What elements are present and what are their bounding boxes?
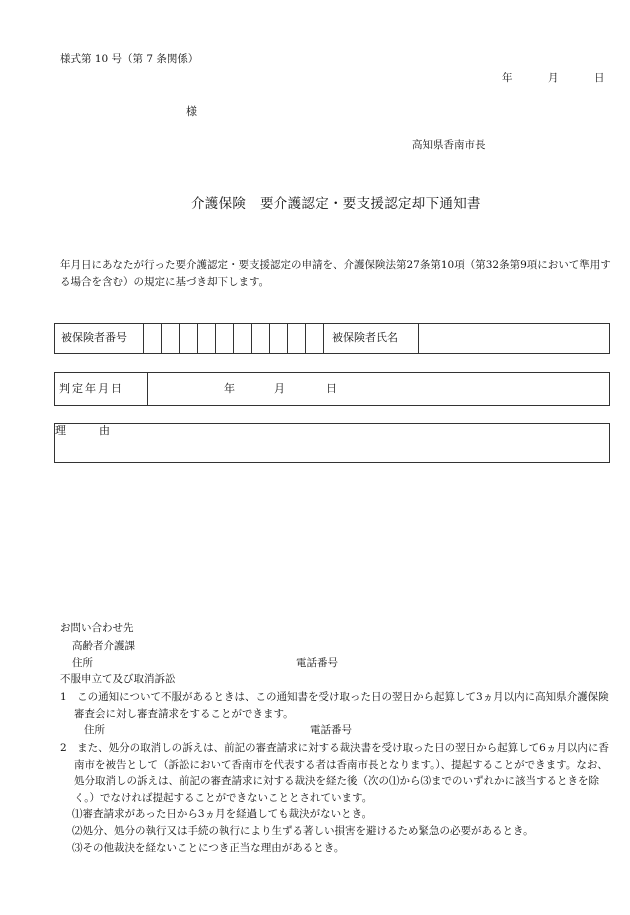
appeal-sub-item-2: ⑵処分、処分の執行又は手続の執行により生ずる著しい損害を避けるため緊急の必要があるとき。 [72, 825, 534, 837]
decision-date-month: 月 [274, 382, 285, 395]
contact-address-label: 住所 [72, 657, 93, 669]
insured-number-digit [306, 324, 324, 354]
form-number: 様式第 10 号（第 7 条関係） [60, 53, 199, 65]
issuer: 高知県香南市長 [412, 139, 486, 151]
reason-table [54, 423, 610, 463]
decision-date-year: 年 [224, 382, 235, 395]
insured-number-digit [144, 324, 162, 354]
review-board-address-label: 住所 [84, 724, 105, 736]
insured-number-digit [198, 324, 216, 354]
insured-number-digit [234, 324, 252, 354]
decision-date-day: 日 [326, 382, 337, 395]
insured-number-digit [216, 324, 234, 354]
issue-date-year: 年 [502, 72, 513, 84]
insured-number-label: 被保険者番号 [55, 324, 144, 354]
decision-date-value [148, 373, 610, 406]
document-title: 介護保険 要介護認定・要支援認定却下通知書 [191, 196, 481, 212]
contact-phone-label: 電話番号 [296, 657, 338, 669]
insured-name-label: 被保険者氏名 [324, 324, 419, 354]
recipient-suffix: 様 [186, 105, 197, 118]
decision-date-table [54, 372, 610, 406]
appeal-sub-item-3: ⑶その他裁決を経ないことにつき正当な理由があるとき。 [72, 842, 345, 854]
body-month: 月 [70, 259, 81, 271]
insured-number-digit [180, 324, 198, 354]
reason-label: 理 由 [55, 424, 610, 463]
insured-number-digit [162, 324, 180, 354]
insured-number-digit [288, 324, 306, 354]
issue-date-day: 日 [594, 72, 605, 84]
appeal-heading: 不服申立て及び取消訴訟 [60, 673, 176, 685]
insured-name-value [419, 324, 610, 354]
notice-body [60, 257, 615, 291]
insured-number-digit [270, 324, 288, 354]
body-text: 日にあなたが行った要介護認定・要支援認定の申請を、介護保険法第27条第10項（第32条第9項において準用する場合を含む）の規定に基づき却下します。 [60, 259, 611, 288]
insured-number-digit [252, 324, 270, 354]
review-board-phone-label: 電話番号 [310, 724, 352, 736]
insured-info-table [54, 323, 610, 354]
appeal-sub-item-1: ⑴審査請求があった日から3ヵ月を経過しても裁決がないとき。 [72, 808, 373, 820]
appeal-item-2: 2 また、処分の取消しの訴えは、前記の審査請求に対する裁決書を受け取った日の翌日から起算して6ヵ月以内に香南市を被告として（訴訟において香南市を代表する者は香南市長となります。）、提起することができます。なお、処分取消しの訴えは、前記の審査請求に対する裁決を経た後（次の⑴から⑶までのいずれかに該当するときを除く。）でなければ提起することができないこととされています。 [60, 742, 609, 804]
contact-heading: お問い合わせ先 [60, 622, 134, 634]
decision-date-label: 判定年月日 [55, 373, 148, 406]
contact-department: 高齢者介護課 [72, 640, 135, 652]
body-year: 年 [60, 259, 71, 271]
issue-date-month: 月 [548, 72, 559, 84]
appeal-item-1: 1 この通知について不服があるときは、この通知書を受け取った日の翌日から起算して3ヵ月以内に高知県介護保険審査会に対し審査請求をすることができます。 [60, 691, 609, 720]
